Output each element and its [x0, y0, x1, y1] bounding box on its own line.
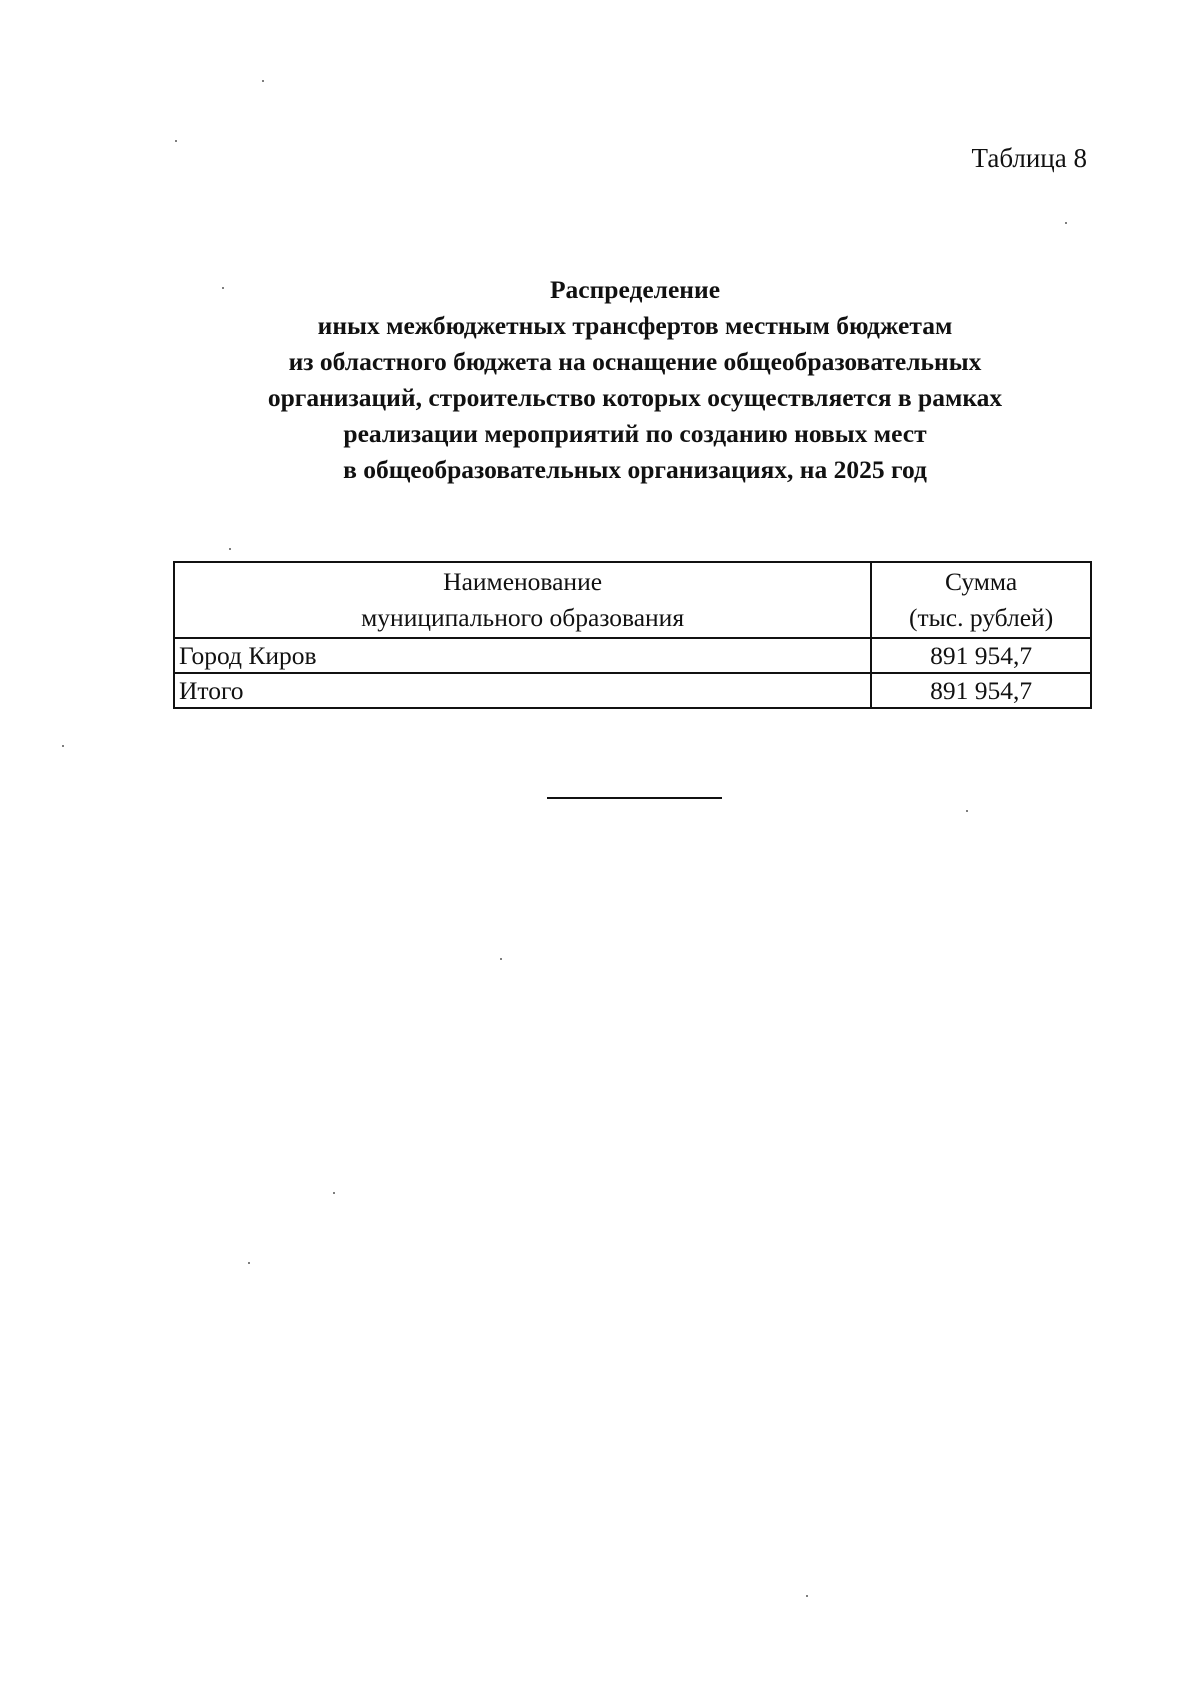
header-sum-line2: (тыс. рублей) [909, 603, 1054, 632]
amount-cell: 891 954,7 [871, 638, 1091, 673]
distribution-table [173, 561, 1092, 709]
title-line: в общеобразовательных организациях, на 2025 год [343, 455, 927, 484]
header-municipality-line1: Наименование [443, 567, 603, 596]
total-amount-cell: 891 954,7 [871, 673, 1091, 708]
scan-speck [1065, 222, 1067, 224]
scan-speck [229, 548, 231, 550]
table-number-label: Таблица 8 [971, 143, 1087, 173]
municipality-name-cell: Город Киров [174, 638, 871, 673]
title-line: иных межбюджетных трансфертов местным бюджетам [317, 311, 953, 340]
title-line: организаций, строительство которых осуществляется в рамках [267, 383, 1003, 412]
table-row-total [174, 673, 1091, 708]
header-sum [871, 562, 1091, 638]
scan-speck [333, 1192, 335, 1194]
total-label-cell: Итого [174, 673, 871, 708]
end-divider-line [547, 797, 722, 799]
scan-speck [966, 810, 968, 812]
scan-speck [175, 140, 177, 142]
title-line: реализации мероприятий по созданию новых мест [343, 419, 927, 448]
table-row [174, 638, 1091, 673]
scan-speck [248, 1262, 250, 1264]
scan-speck [222, 287, 224, 289]
document-title [160, 272, 1110, 488]
title-line: из областного бюджета на оснащение общеобразовательных [288, 347, 982, 376]
table-header-row [174, 562, 1091, 638]
scan-speck [262, 80, 264, 82]
scan-speck [806, 1595, 808, 1597]
title-line: Распределение [549, 275, 721, 304]
scan-speck [62, 745, 64, 747]
header-municipality [174, 562, 871, 638]
scan-speck [500, 958, 502, 960]
header-sum-line1: Сумма [945, 567, 1018, 596]
header-municipality-line2: муниципального образования [361, 603, 685, 632]
